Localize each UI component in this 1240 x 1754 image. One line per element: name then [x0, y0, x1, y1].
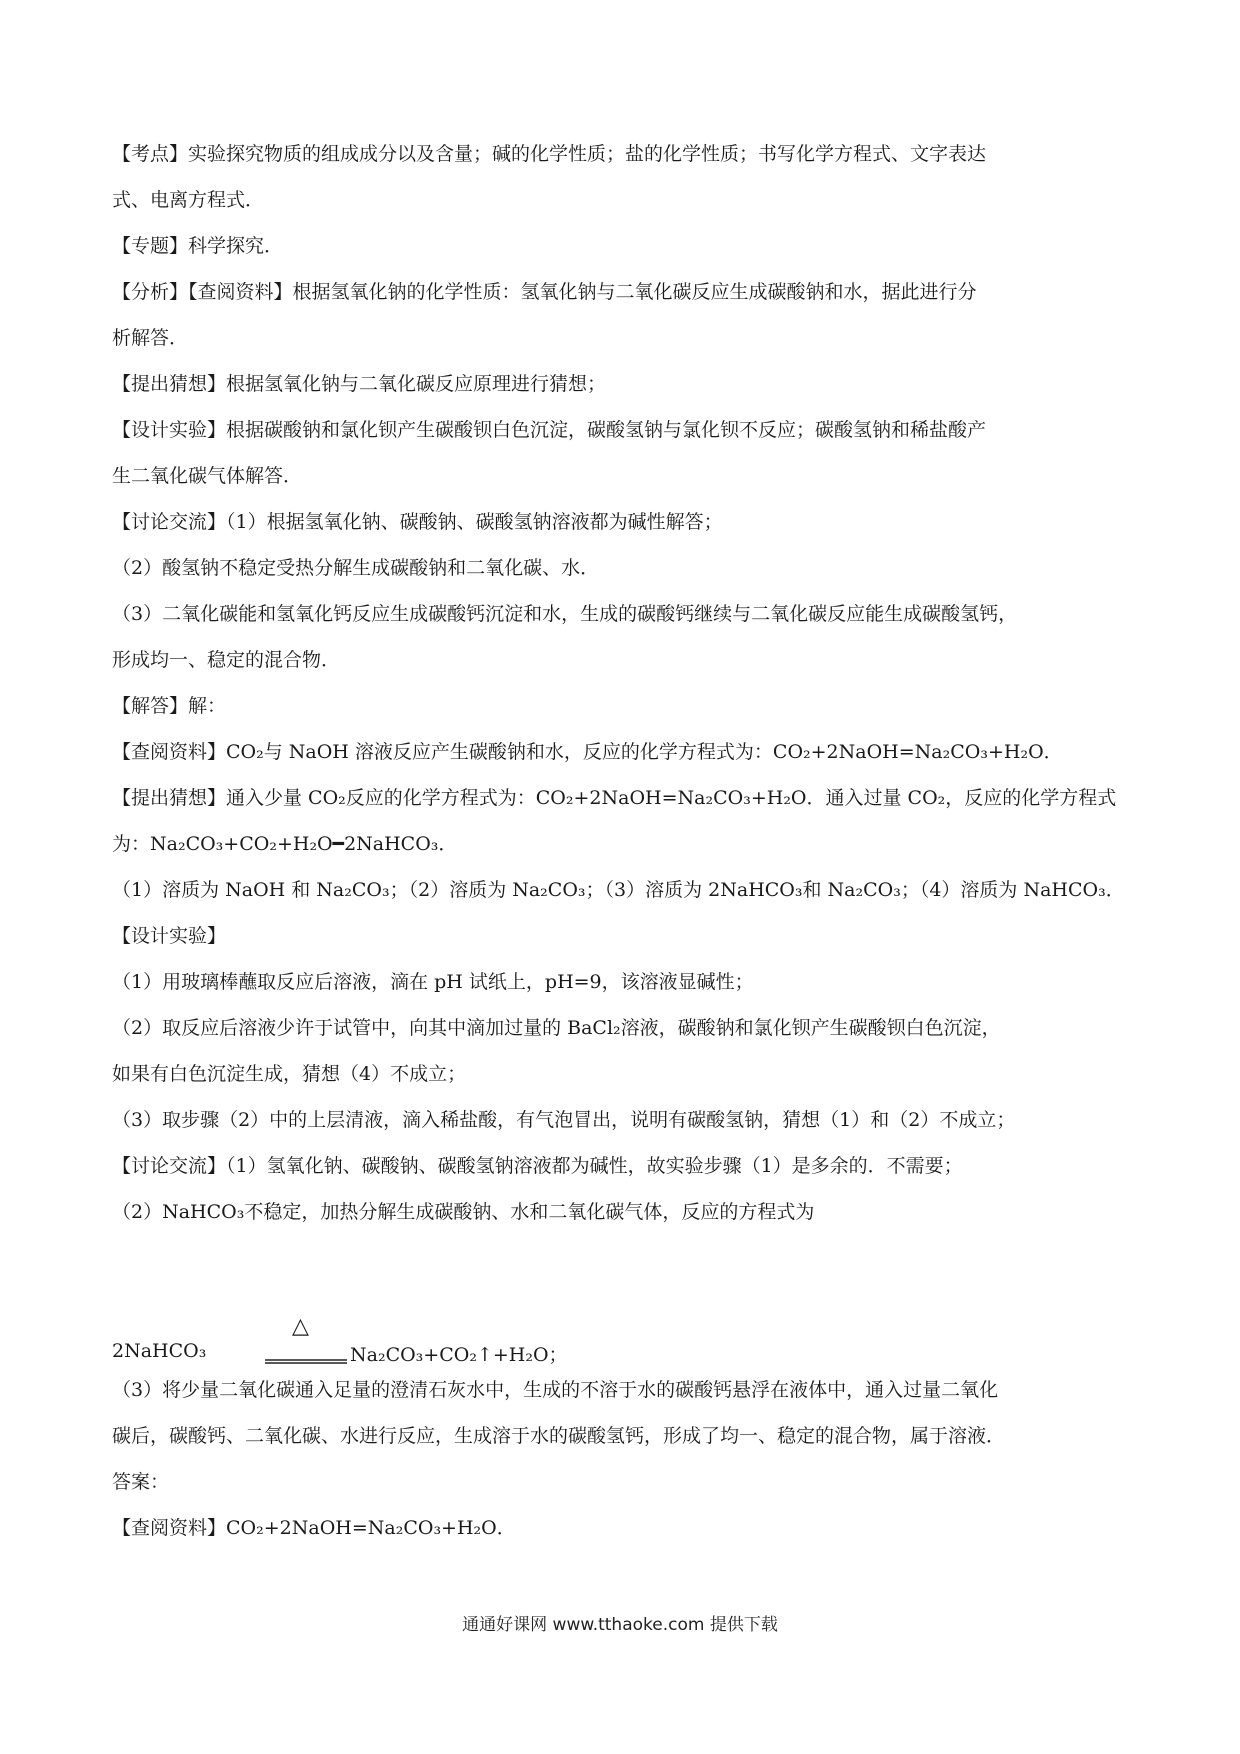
decomposition-equation	[112, 1314, 712, 1372]
text-line: 【分析】【查阅资料】根据氢氧化钠的化学性质：氢氧化钠与二氧化碳反应生成碳酸钠和水，据此进行分	[112, 281, 977, 303]
text-line: 如果有白色沉淀生成，猜想（4）不成立；	[112, 1063, 467, 1085]
text-line: 【查阅资料】CO₂与 NaOH 溶液反应产生碳酸钠和水，反应的化学方程式为：CO₂+2NaOH=Na₂CO₃+H₂O．	[112, 741, 1063, 763]
text-line: 碳后，碳酸钙、二氧化碳、水进行反应，生成溶于水的碳酸氢钙，形成了均一、稳定的混合物，属于溶液．	[112, 1425, 1006, 1447]
heating-condition-arrow	[265, 1336, 347, 1364]
text-line: 【查阅资料】CO₂+2NaOH=Na₂CO₃+H₂O．	[112, 1517, 516, 1539]
text-line: （1）用玻璃棒蘸取反应后溶液，滴在 pH 试纸上，pH=9，该溶液显碱性；	[112, 971, 754, 993]
delta-condition: △	[292, 1314, 309, 1339]
text-line: （2）酸氢钠不稳定受热分解生成碳酸钠和二氧化碳、水．	[112, 557, 600, 579]
text-line: 生二氧化碳气体解答．	[112, 465, 303, 487]
text-line: 【讨论交流】（1）根据氢氧化钠、碳酸钠、碳酸氢钠溶液都为碱性解答；	[112, 511, 723, 533]
text-line: （2）取反应后溶液少许于试管中，向其中滴加过量的 BaCl₂溶液，碳酸钠和氯化钡产生碳酸钡白色沉淀，	[112, 1017, 1001, 1039]
text-line: （3）二氧化碳能和氢氧化钙反应生成碳酸钙沉淀和水，生成的碳酸钙继续与二氧化碳反应能生成碳酸氢钙，	[112, 603, 1018, 625]
text-line: （2）NaHCO₃不稳定，加热分解生成碳酸钠、水和二氧化碳气体，反应的方程式为	[112, 1201, 815, 1223]
equation-products: Na₂CO₃+CO₂↑+H₂O；	[350, 1344, 568, 1366]
text-line: （1）溶质为 NaOH 和 Na₂CO₃；（2）溶质为 Na₂CO₃；（3）溶质为 2NaHCO₃和 Na₂CO₃；（4）溶质为 NaHCO₃．	[112, 879, 1125, 901]
text-line: （3）取步骤（2）中的上层清液，滴入稀盐酸，有气泡冒出，说明有碳酸氢钠，猜想（1）和（2）不成立；	[112, 1109, 1016, 1131]
equation-reactant: 2NaHCO₃	[112, 1340, 207, 1362]
text-line: 为：Na₂CO₃+CO₂+H₂O━2NaHCO₃．	[112, 833, 458, 855]
text-line: 式、电离方程式．	[112, 189, 265, 211]
text-line: 【讨论交流】（1）氢氧化钠、碳酸钠、碳酸氢钠溶液都为碱性，故实验步骤（1）是多余的．不需要；	[112, 1155, 963, 1177]
text-line: 【提出猜想】通入少量 CO₂反应的化学方程式为：CO₂+2NaOH=Na₂CO₃+H₂O．通入过量 CO₂，反应的化学方程式	[112, 787, 1117, 809]
text-line: 答案：	[112, 1471, 170, 1493]
text-line: （3）将少量二氧化碳通入足量的澄清石灰水中，生成的不溶于水的碳酸钙悬浮在液体中，通入过量二氧化	[112, 1379, 999, 1401]
text-line: 析解答．	[112, 327, 189, 349]
text-line: 【考点】实验探究物质的组成成分以及含量；碱的化学性质；盐的化学性质；书写化学方程式、文字表达	[112, 143, 987, 165]
text-line: 形成均一、稳定的混合物．	[112, 649, 341, 671]
text-line: 【提出猜想】根据氢氧化钠与二氧化碳反应原理进行猜想；	[112, 373, 607, 395]
text-line: 【设计实验】	[112, 925, 227, 947]
page-footer: 通通好课网 www.tthaoke.com 提供下载	[462, 1615, 778, 1635]
text-line: 【设计实验】根据碳酸钠和氯化钡产生碳酸钡白色沉淀，碳酸氢钠与氯化钡不反应；碳酸氢钠和稀盐酸产	[112, 419, 987, 441]
text-line: 【专题】科学探究．	[112, 235, 284, 257]
text-line: 【解答】解：	[112, 695, 227, 717]
